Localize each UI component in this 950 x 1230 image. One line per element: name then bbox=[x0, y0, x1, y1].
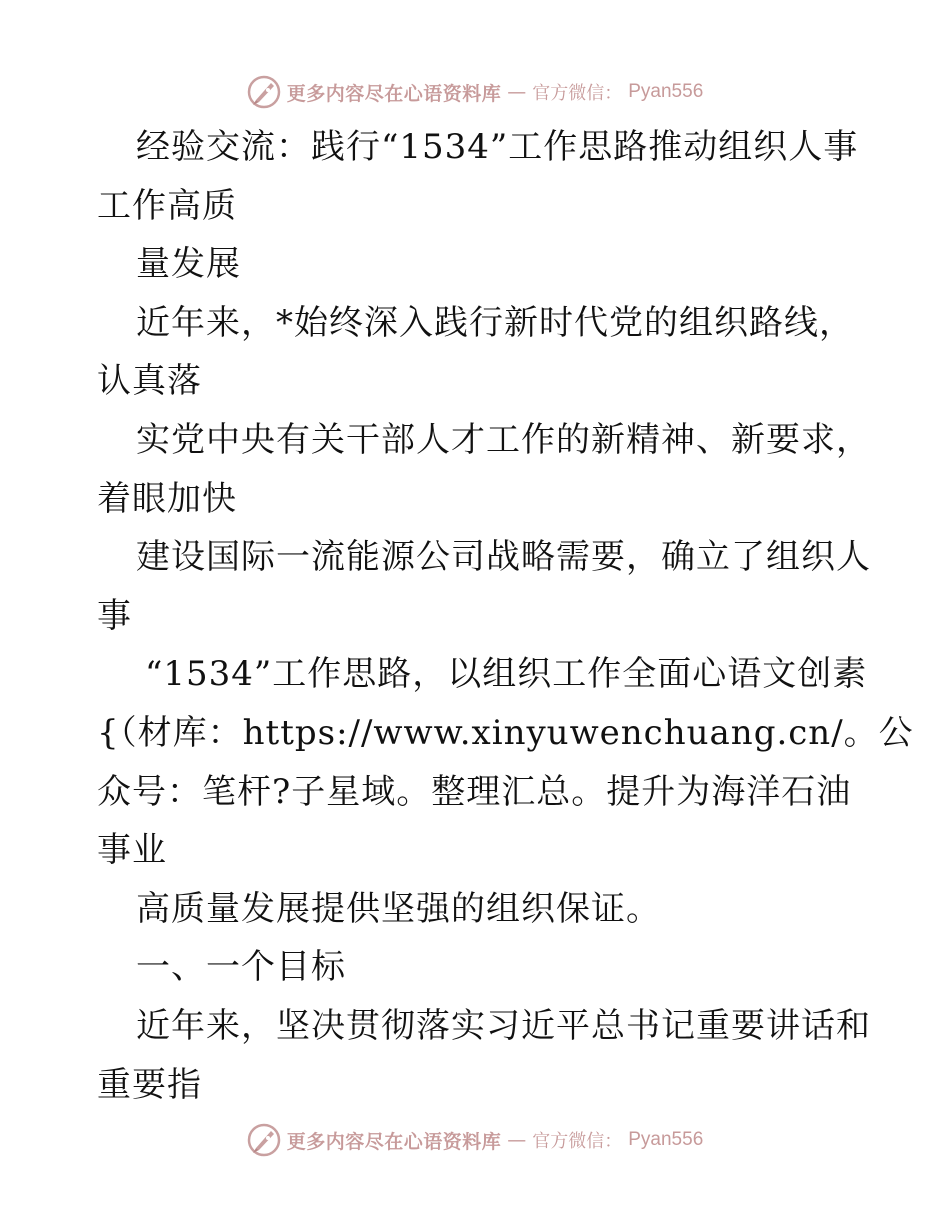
watermark-wechat-id: Pyan556 bbox=[628, 81, 704, 102]
quill-pen-icon bbox=[247, 75, 281, 109]
paragraph-line: 重要指 bbox=[97, 1064, 202, 1105]
paragraph-line: {（材库：https://www.xinyuwenchuang.cn/。公 bbox=[97, 712, 914, 753]
watermark-wechat-label: 官方微信： bbox=[532, 1131, 623, 1152]
paragraph-line: 近年来，坚决贯彻落实习近平总书记重要讲话和 bbox=[136, 1005, 871, 1046]
footer-watermark bbox=[0, 1120, 950, 1160]
document-title-line-2: 工作高质 bbox=[97, 185, 237, 226]
paragraph-line: 着眼加快 bbox=[97, 478, 237, 519]
section-heading: 一、一个目标 bbox=[136, 947, 346, 988]
paragraph-line: “1534”工作思路，以组织工作全面心语文创素 bbox=[145, 654, 868, 695]
paragraph-line: 实党中央有关干部人才工作的新精神、新要求， bbox=[136, 419, 871, 460]
watermark-dash: — bbox=[507, 1129, 527, 1151]
paragraph-line: 众号：笔杆?子星域。整理汇总。提升为海洋石油 bbox=[97, 771, 852, 812]
paragraph-line: 建设国际一流能源公司战略需要，确立了组织人 bbox=[136, 537, 871, 578]
watermark-wechat-id: Pyan556 bbox=[628, 1129, 704, 1150]
watermark-dash: — bbox=[507, 81, 527, 103]
paragraph-line: 事业 bbox=[97, 830, 167, 871]
paragraph-line: 认真落 bbox=[97, 361, 202, 402]
quill-pen-icon bbox=[247, 1123, 281, 1157]
document-title-line-1: 经验交流：践行“1534”工作思路推动组织人事 bbox=[136, 127, 859, 167]
document-title-line-3: 量发展 bbox=[136, 244, 241, 285]
watermark-wechat-label: 官方微信： bbox=[532, 83, 623, 104]
paragraph-line: 事 bbox=[97, 595, 132, 636]
header-watermark bbox=[0, 72, 950, 112]
document-body bbox=[97, 118, 914, 1114]
paragraph-line: 近年来，*始终深入践行新时代党的组织路线， bbox=[136, 302, 854, 343]
watermark-brand: 更多内容尽在心语资料库 bbox=[286, 1130, 502, 1153]
watermark-brand: 更多内容尽在心语资料库 bbox=[286, 82, 502, 105]
paragraph-line: 高质量发展提供坚强的组织保证。 bbox=[136, 888, 661, 929]
